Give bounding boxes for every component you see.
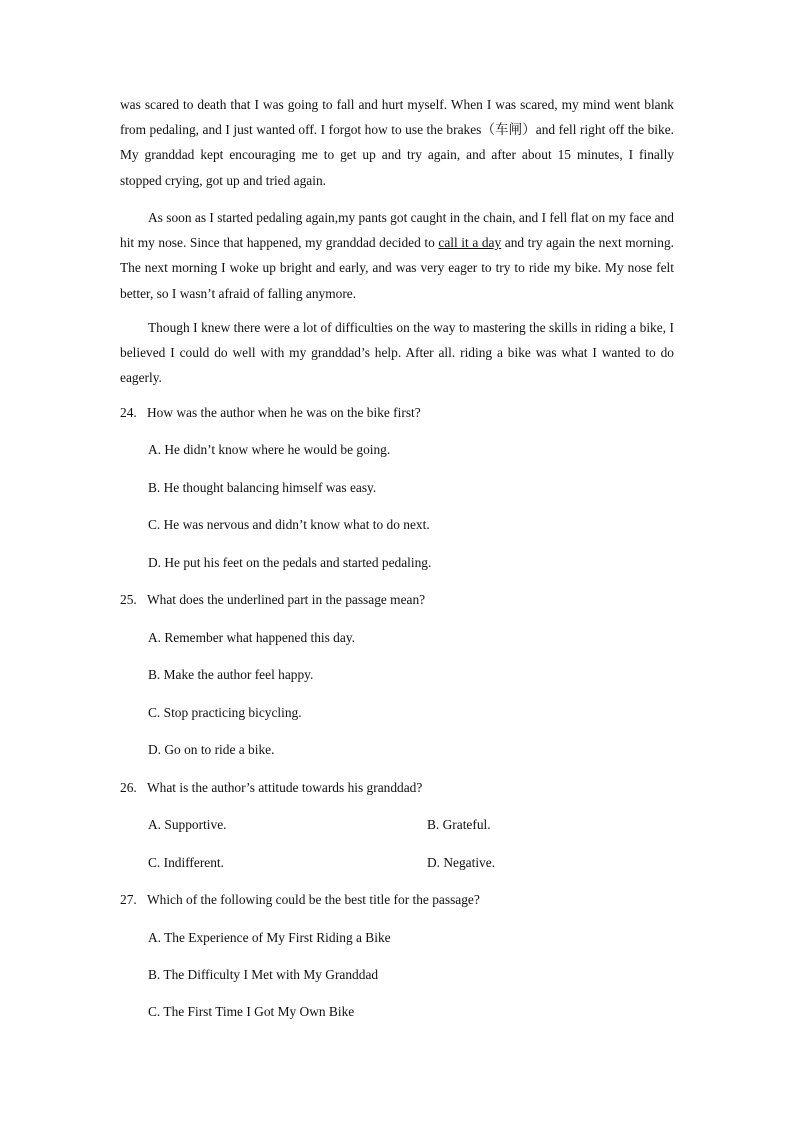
question-text: What does the underlined part in the passage mean?	[147, 592, 426, 607]
question-number: 25.	[120, 592, 137, 607]
option-27-b: B. The Difficulty I Met with My Granddad	[148, 967, 379, 982]
option-27-a: A. The Experience of My First Riding a Bike	[148, 930, 391, 945]
option-25-d: D. Go on to ride a bike.	[148, 742, 275, 757]
question-number: 26.	[120, 780, 137, 795]
option-26-c: C. Indifferent.	[148, 855, 224, 870]
option-26-a: A. Supportive.	[148, 817, 227, 832]
option-24-d: D. He put his feet on the pedals and started pedaling.	[148, 555, 432, 570]
question-text: What is the author’s attitude towards his granddad?	[147, 780, 423, 795]
option-24-a: A. He didn’t know where he would be going.	[148, 442, 391, 457]
paragraph-2-text-end: and try again the next morning. The next morning I woke up bright and early, and was very eager to try to ride my bike. My nose felt better, so I wasn’t afraid of falling anymore.	[120, 235, 674, 301]
passage-paragraph-1: was scared to death that I was going to fall and hurt myself. When I was scared, my mind went blank from pedaling, and I just wanted off. I forgot how to use the brakes（车闸）and fell right off the bike. My granddad kept encouraging me to get up and try again, and after about 15 minutes, I finally stopped crying, got up and tried again.	[120, 97, 674, 188]
option-24-b: B. He thought balancing himself was easy.	[148, 480, 377, 495]
option-24-c: C. He was nervous and didn’t know what to do next.	[148, 517, 430, 532]
paragraph-2-text-start: As soon as I started pedaling again,my pants got caught in the chain, and I fell flat on my face and hit my nose. Since that happened, my granddad decided to	[120, 210, 674, 251]
underlined-phrase: call it a day	[438, 235, 502, 251]
passage-paragraph-3: Though I knew there were a lot of difficulties on the way to mastering the skills in riding a bike, I believed I could do well with my granddad’s help. After all. riding a bike was what I wanted to do eagerly.	[120, 320, 674, 386]
question-number: 27.	[120, 892, 137, 907]
option-26-b: B. Grateful.	[427, 817, 491, 832]
option-27-c: C. The First Time I Got My Own Bike	[148, 1004, 355, 1019]
question-number: 24.	[120, 405, 137, 420]
passage-paragraph-2	[120, 205, 674, 306]
option-25-b: B. Make the author feel happy.	[148, 667, 314, 682]
option-25-a: A. Remember what happened this day.	[148, 630, 355, 645]
question-text: Which of the following could be the best title for the passage?	[147, 892, 480, 907]
question-text: How was the author when he was on the bike first?	[147, 405, 421, 420]
option-26-d: D. Negative.	[427, 855, 496, 870]
option-25-c: C. Stop practicing bicycling.	[148, 705, 302, 720]
